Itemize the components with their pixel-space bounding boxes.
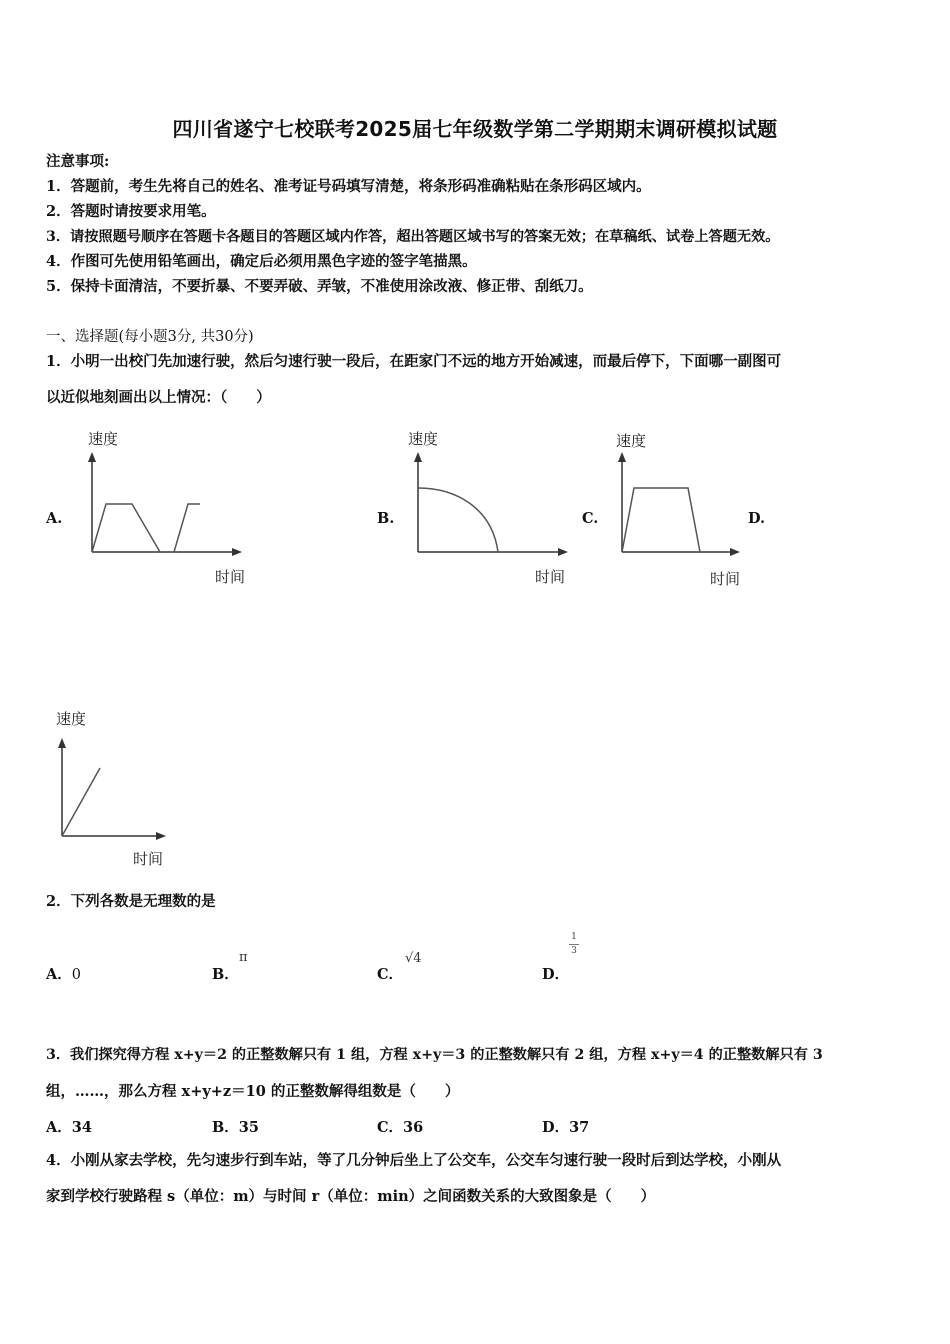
q2-option-c-value: √4 — [405, 951, 422, 966]
q3-stem-line2: 组，……，那么方程 x+y+z＝10 的正整数解得组数是（ ） — [46, 1083, 460, 1100]
graph-a-x-label: 时间 — [215, 568, 246, 586]
q2-option-d-numerator: 1 — [571, 932, 577, 942]
fraction-bar — [569, 944, 579, 945]
graph-b — [406, 450, 576, 560]
q4-stem-line2: 家到学校行驶路程 s（单位：m）与时间 r（单位：min）之间函数关系的大致图象是（ ） — [46, 1188, 656, 1205]
arrow-up-icon — [414, 452, 422, 462]
q2-option-a-value: 0 — [71, 967, 81, 983]
graph-b-curve — [418, 488, 498, 552]
q1-option-d-label[interactable]: D. — [748, 510, 766, 527]
graph-a-curve-2 — [174, 504, 200, 552]
q3-stem-line1: 3．我们探究得方程 x+y＝2 的正整数解只有 1 组，方程 x+y＝3 的正整数解只有 2 组，方程 x+y＝4 的正整数解只有 3 — [46, 1047, 823, 1063]
q2-option-b-value: π — [239, 950, 248, 965]
q3-option-a[interactable]: A．34 — [46, 1119, 92, 1136]
notice-item-2: 2．答题时请按要求用笔。 — [46, 203, 216, 220]
q3-option-d[interactable]: D．37 — [542, 1119, 590, 1136]
q4-stem-line1: 4．小刚从家去学校，先匀速步行到车站，等了几分钟后坐上了公交车，公交车匀速行驶一段时后到达学校，小刚从 — [46, 1152, 782, 1169]
q1-stem-line2: 以近似地刻画出以上情况：（ ） — [46, 389, 271, 406]
graph-c-y-label: 速度 — [616, 432, 647, 450]
arrow-right-icon — [730, 548, 740, 556]
q2-option-d-fraction — [569, 932, 579, 957]
graph-c-x-label: 时间 — [710, 570, 741, 588]
graph-a-y-label: 速度 — [88, 430, 119, 448]
notice-item-3: 3．请按照题号顺序在答题卡各题目的答题区域内作答，超出答题区域书写的答案无效；在草稿纸、试卷上答题无效。 — [46, 229, 780, 245]
notice-heading: 注意事项: — [46, 153, 110, 170]
q3-option-b[interactable]: B．35 — [212, 1119, 259, 1136]
q3-option-c[interactable]: C．36 — [377, 1119, 424, 1136]
graph-d-y-label: 速度 — [56, 710, 87, 728]
q1-stem-line1: 1．小明一出校门先加速行驶，然后匀速行驶一段后，在距家门不远的地方开始减速，而最后停下，下面哪一副图可 — [46, 353, 782, 370]
notice-item-5: 5．保持卡面清洁，不要折暴、不要弄破、弄皱，不准使用涂改液、修正带、刮纸刀。 — [46, 278, 593, 295]
q2-option-c-label[interactable]: C． — [377, 966, 404, 983]
q2-option-a-label: A． — [46, 966, 72, 983]
graph-b-y-label: 速度 — [408, 430, 439, 448]
arrow-up-icon — [618, 452, 626, 462]
page-title: 四川省遂宁七校联考2025届七年级数学第二学期期末调研模拟试题 — [172, 117, 778, 141]
graph-a-curve-1 — [92, 504, 160, 552]
q2-option-b-label[interactable]: B． — [212, 966, 239, 983]
arrow-right-icon — [558, 548, 568, 556]
notice-item-4: 4．作图可先使用铅笔画出，确定后必须用黑色字迹的签字笔描黑。 — [46, 253, 477, 270]
q2-option-d-label[interactable]: D． — [542, 966, 570, 983]
arrow-up-icon — [88, 452, 96, 462]
graph-c-curve — [622, 488, 700, 552]
graph-c — [610, 450, 750, 560]
notice-item-1: 1．答题前，考生先将自己的姓名、准考证号码填写清楚，将条形码准确粘贴在条形码区域内。 — [46, 178, 651, 195]
section-heading: 一、选择题(每小题3分, 共30分) — [46, 329, 254, 345]
q2-stem: 2．下列各数是无理数的是 — [46, 893, 216, 910]
q1-option-c-label[interactable]: C. — [582, 510, 599, 527]
q2-option-a[interactable] — [46, 963, 81, 984]
graph-d — [50, 730, 180, 840]
q1-option-b-label[interactable]: B. — [377, 510, 395, 527]
q2-option-d-denominator: 3 — [571, 946, 577, 956]
graph-b-x-label: 时间 — [535, 568, 566, 586]
q1-option-a-label[interactable]: A. — [46, 510, 63, 527]
arrow-up-icon — [58, 738, 66, 748]
graph-d-x-label: 时间 — [133, 850, 164, 868]
arrow-right-icon — [156, 832, 166, 840]
graph-a — [80, 450, 250, 560]
arrow-right-icon — [232, 548, 242, 556]
graph-d-curve — [62, 768, 100, 836]
